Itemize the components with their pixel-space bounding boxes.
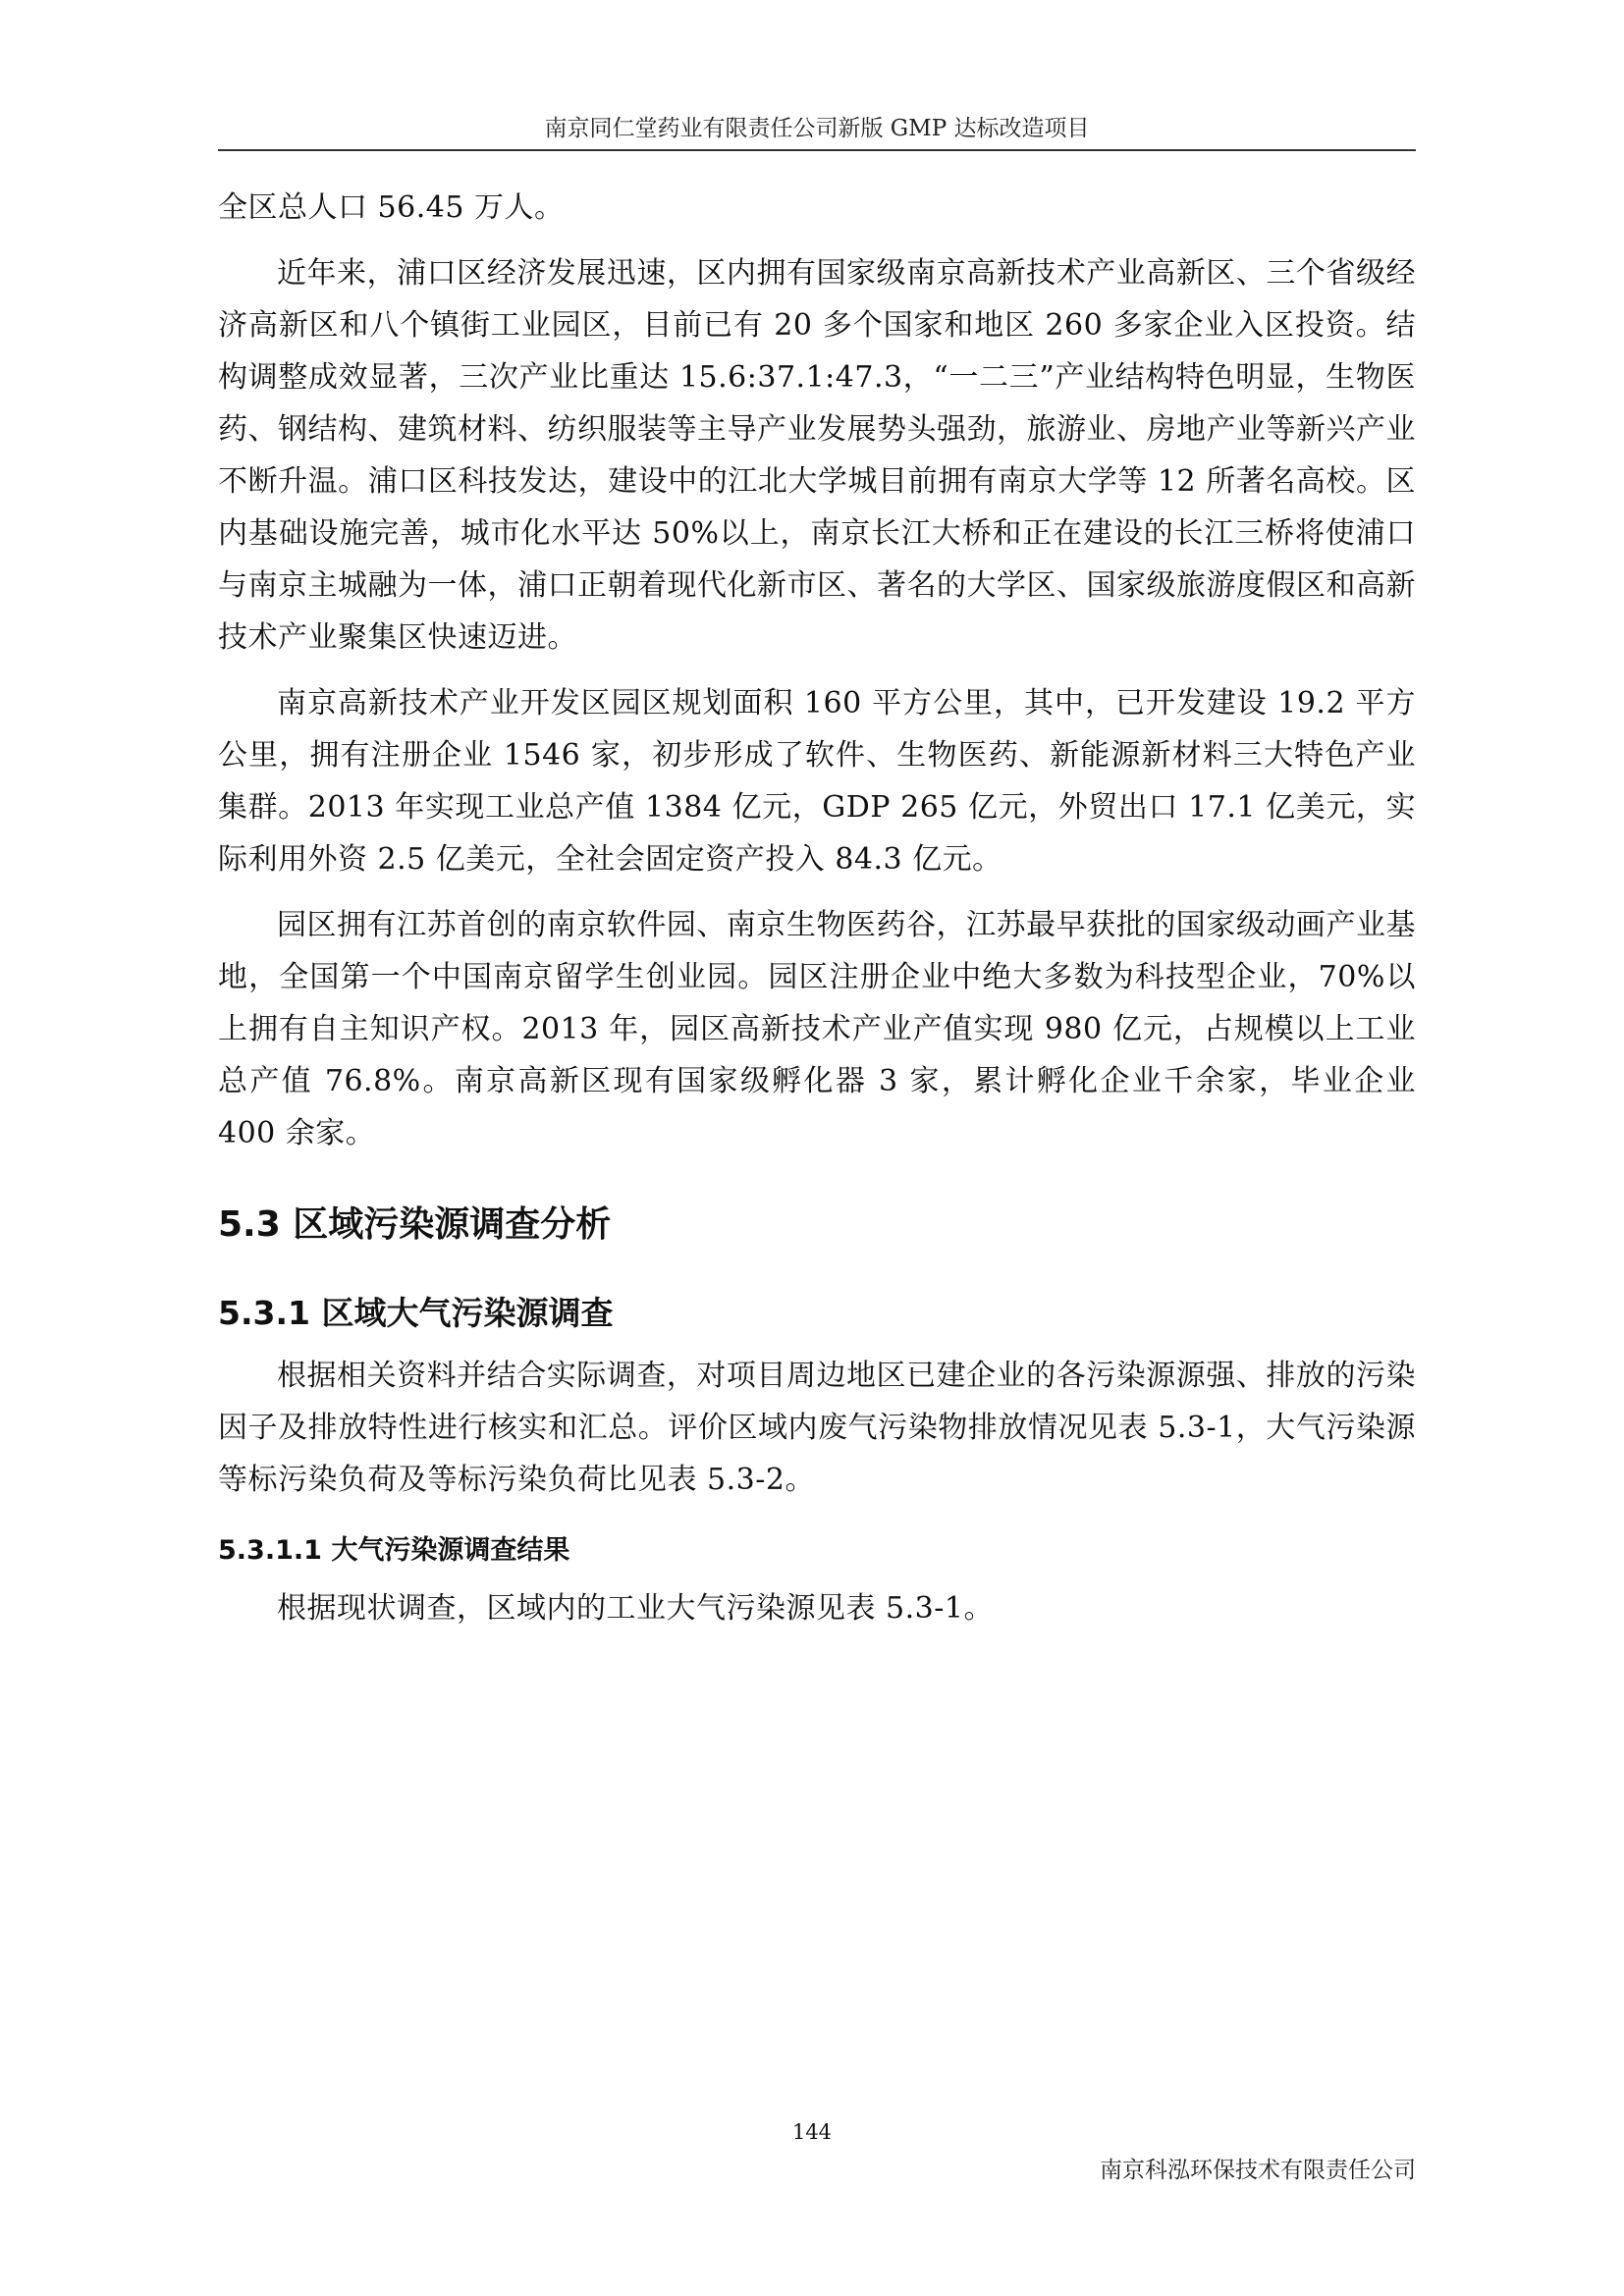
paragraph-economy: 近年来，浦口区经济发展迅速，区内拥有国家级南京高新技术产业高新区、三个省级经济高新区和八个镇街工业园区，目前已有 20 多个国家和地区 260 多家企业入区投资。结构调整成效显著，三次产业比重达 15.6:37.1:47.3，“一二三”产业结构特色明显，生物医药、钢结构、建筑材料、纺织服装等主导产业发展势头强劲，旅游业、房地产业等新兴产业不断升温。浦口区科技发达，建设中的江北大学城目前拥有南京大学等 12 所著名高校。区内基础设施完善，城市化水平达 50%以上，南京长江大桥和正在建设的长江三桥将使浦口与南京主城融为一体，浦口正朝着现代化新市区、著名的大学区、国家级旅游度假区和高新技术产业聚集区快速迈进。 xyxy=(218,256,1416,655)
paragraph-result: 根据现状调查，区域内的工业大气污染源见表 5.3-1。 xyxy=(277,1591,994,1626)
paragraph-hitech-zone: 南京高新技术产业开发区园区规划面积 160 平方公里，其中，已开发建设 19.2 平方公里，拥有注册企业 1546 家，初步形成了软件、生物医药、新能源新材料三大特色产业集群。2013 年实现工业总产值 1384 亿元，GDP 265 亿元，外贸出口 17.1 亿美元，实际利用外资 2.5 亿美元，全社会固定资产投入 84.3 亿元。 xyxy=(218,686,1416,877)
paragraph-survey: 根据相关资料并结合实际调查，对项目周边地区已建企业的各污染源源强、排放的污染因子及排放特性进行核实和汇总。评价区域内废气污染物排放情况见表 5.3-1，大气污染源等标污染负荷及等标污染负荷比见表 5.3-2。 xyxy=(218,1359,1416,1497)
section-heading-5-3: 5.3 区域污染源调查分析 xyxy=(218,1204,612,1245)
paragraph-population: 全区总人口 56.45 万人。 xyxy=(218,190,565,225)
header-divider xyxy=(218,149,1416,151)
section-heading-5-3-1-1: 5.3.1.1 大气污染源调查结果 xyxy=(218,1535,570,1566)
footer-company: 南京科泓环保技术有限责任公司 xyxy=(1100,2158,1416,2183)
page-body xyxy=(218,182,1416,1634)
page-number: 144 xyxy=(791,2120,833,2144)
section-heading-5-3-1: 5.3.1 区域大气污染源调查 xyxy=(218,1294,614,1332)
paragraph-park: 园区拥有江苏首创的南京软件园、南京生物医药谷，江苏最早获批的国家级动画产业基地，全国第一个中国南京留学生创业园。园区注册企业中绝大多数为科技型企业，70%以上拥有自主知识产权。2013 年，园区高新技术产业产值实现 980 亿元，占规模以上工业总产值 76.8%。南京高新区现有国家级孵化器 3 家，累计孵化企业千余家，毕业企业 400 余家。 xyxy=(218,908,1416,1150)
running-header: 南京同仁堂药业有限责任公司新版 GMP 达标改造项目 xyxy=(544,116,1090,141)
